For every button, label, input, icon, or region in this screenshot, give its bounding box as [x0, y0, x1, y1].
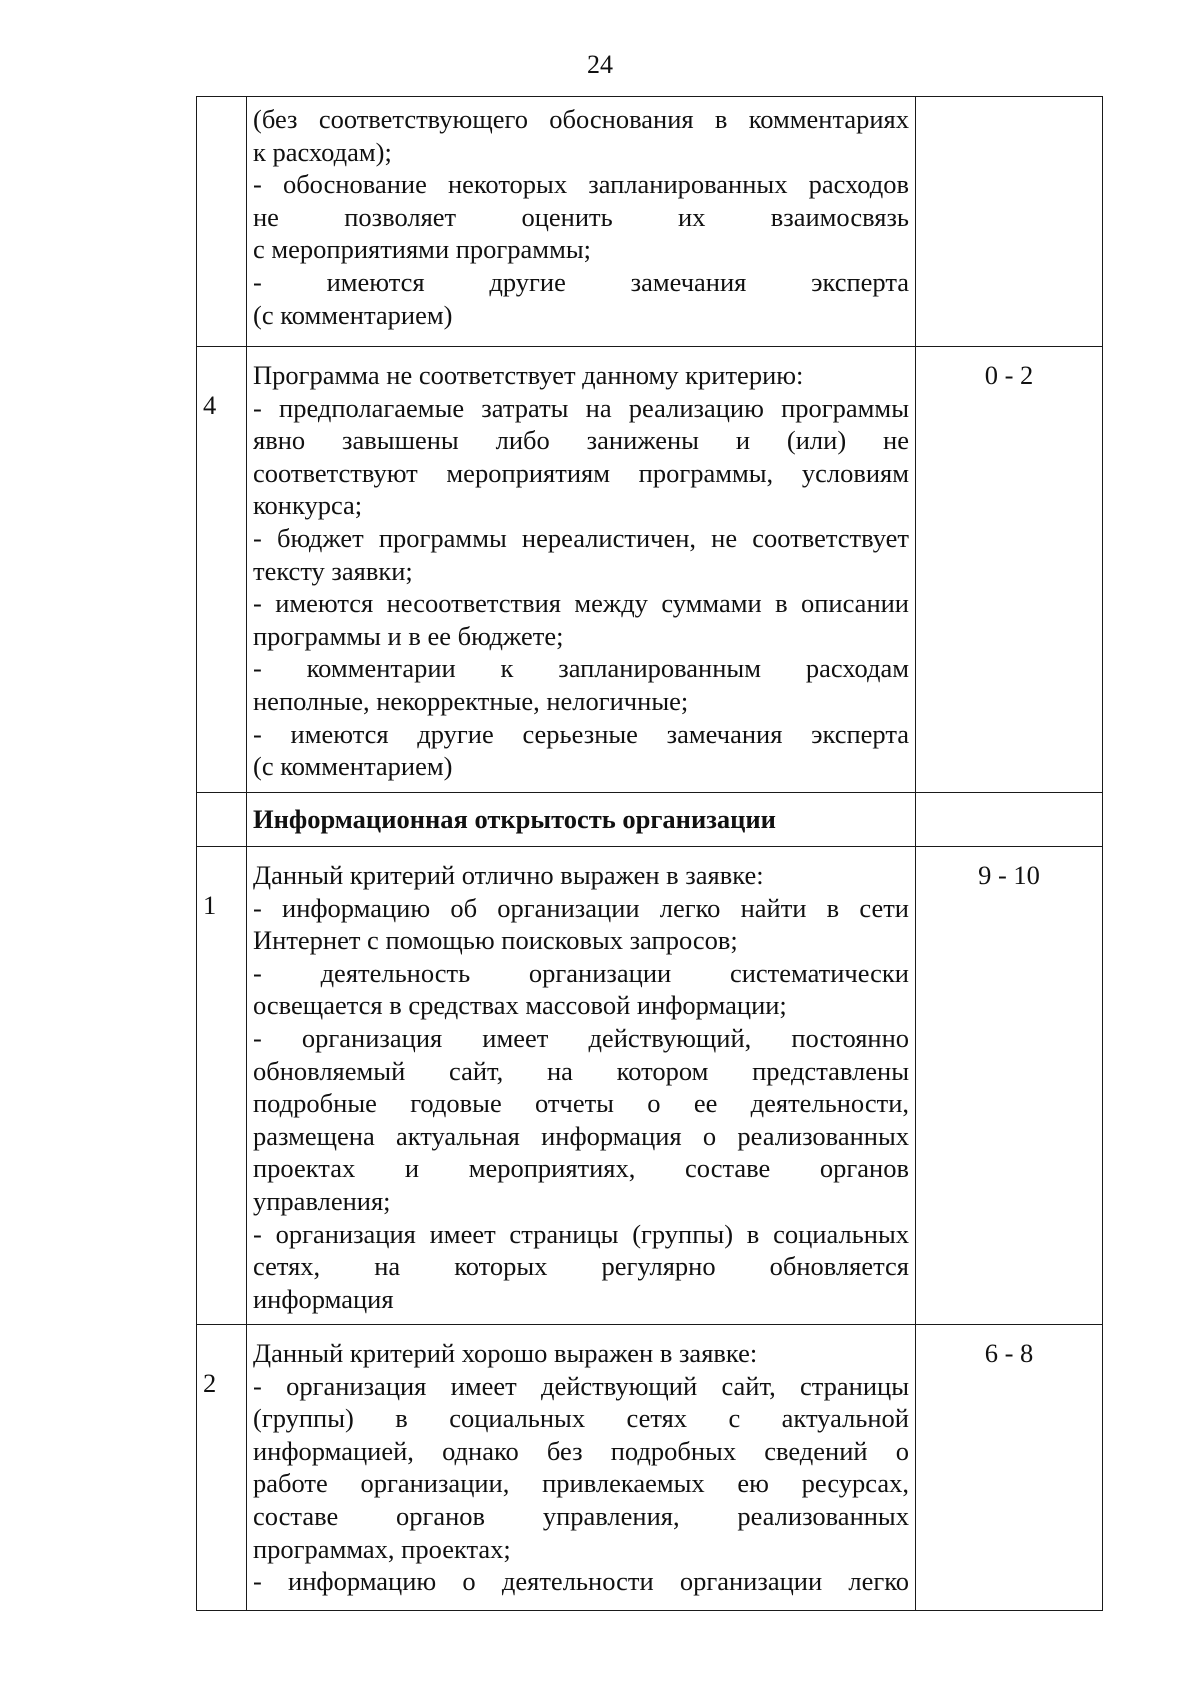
description-line: обновляемый сайт, на котором представлены — [253, 1055, 909, 1086]
description-line: - организация имеет действующий, постоянно — [253, 1022, 909, 1053]
score-cell — [916, 1325, 1103, 1611]
description-line: сетях, на которых регулярно обновляется — [253, 1251, 909, 1282]
criteria-table — [196, 96, 1103, 1611]
description-line: соответствуют мероприятиям программы, условиям — [253, 457, 909, 488]
description-line: с мероприятиями программы; — [253, 234, 592, 265]
criterion-description — [247, 1325, 916, 1611]
page-number: 24 — [587, 50, 613, 79]
description-line: информацией, однако без подробных сведений о — [253, 1435, 909, 1466]
score-cell — [916, 793, 1103, 847]
score-range: 6 - 8 — [984, 1338, 1034, 1368]
row-number-cell — [197, 793, 247, 847]
row-number-cell — [197, 97, 247, 347]
description-line: программы и в ее бюджете; — [253, 620, 564, 651]
description-line: - предполагаемые затраты на реализацию программы — [253, 392, 909, 423]
description-line: - имеются другие замечания эксперта — [253, 266, 909, 297]
description-line: - имеются другие серьезные замечания эксперта — [253, 718, 909, 749]
section-heading: Информационная открытость организации — [253, 804, 776, 834]
row-number-cell — [197, 347, 247, 793]
description-line: (с комментарием) — [253, 751, 453, 782]
row-number: 4 — [203, 390, 217, 420]
description-line: размещена актуальная информация о реализованных — [253, 1120, 909, 1151]
score-cell — [916, 847, 1103, 1325]
description-line: освещается в средствах массовой информации; — [253, 990, 787, 1021]
description-line: тексту заявки; — [253, 555, 413, 586]
table-row-section — [197, 793, 1103, 847]
description-line: (группы) в социальных сетях с актуальной — [253, 1403, 909, 1434]
description-line: (без соответствующего обоснования в комментариях — [253, 104, 909, 134]
description-line: программах, проектах; — [253, 1533, 511, 1564]
description-line: явно завышены либо занижены и (или) не — [253, 425, 909, 456]
description-line: проектах и мероприятиях, составе органов — [253, 1153, 909, 1184]
description-line: - информацию о деятельности организации легко — [253, 1566, 909, 1597]
description-line: конкурса; — [253, 490, 363, 521]
description-line: не позволяет оценить их взаимосвязь — [253, 201, 909, 232]
description-line: Интернет с помощью поисковых запросов; — [253, 925, 738, 956]
score-cell — [916, 347, 1103, 793]
description-line: Данный критерий отлично выражен в заявке: — [253, 860, 764, 890]
table-row-continuation — [197, 97, 1103, 347]
description-line: - информацию об организации легко найти в сети — [253, 892, 909, 923]
description-line: управления; — [253, 1185, 391, 1216]
description-line: работе организации, привлекаемых ею ресурсах, — [253, 1468, 909, 1499]
row-number: 2 — [203, 1368, 217, 1398]
score-range: 9 - 10 — [978, 860, 1040, 890]
table-row-2 — [197, 1325, 1103, 1611]
description-line: (с комментарием) — [253, 299, 453, 330]
criterion-description — [247, 347, 916, 793]
description-line: Данный критерий хорошо выражен в заявке: — [253, 1338, 758, 1368]
description-line: - комментарии к запланированным расходам — [253, 653, 909, 684]
description-line: информация — [253, 1283, 394, 1314]
table-row-4 — [197, 347, 1103, 793]
row-number-cell — [197, 1325, 247, 1611]
row-number-cell — [197, 847, 247, 1325]
criterion-description — [247, 97, 916, 347]
description-line: неполные, некорректные, нелогичные; — [253, 685, 689, 716]
description-line: к расходам); — [253, 136, 392, 167]
description-line: - организация имеет страницы (группы) в социальных — [253, 1218, 909, 1249]
criterion-description — [247, 847, 916, 1325]
description-line: - бюджет программы нереалистичен, не соответствует — [253, 522, 909, 553]
description-line: - имеются несоответствия между суммами в описании — [253, 588, 909, 619]
row-number: 1 — [203, 890, 217, 920]
description-line: составе органов управления, реализованных — [253, 1500, 909, 1531]
description-line: - организация имеет действующий сайт, страницы — [253, 1370, 909, 1401]
description-line: подробные годовые отчеты о ее деятельности, — [253, 1088, 909, 1119]
description-line: - обоснование некоторых запланированных расходов — [253, 169, 909, 200]
table-row-1 — [197, 847, 1103, 1325]
description-line: Программа не соответствует данному критерию: — [253, 360, 804, 390]
score-cell — [916, 97, 1103, 347]
description-line: - деятельность организации систематически — [253, 957, 909, 988]
section-heading-cell — [247, 793, 916, 847]
score-range: 0 - 2 — [984, 360, 1034, 390]
